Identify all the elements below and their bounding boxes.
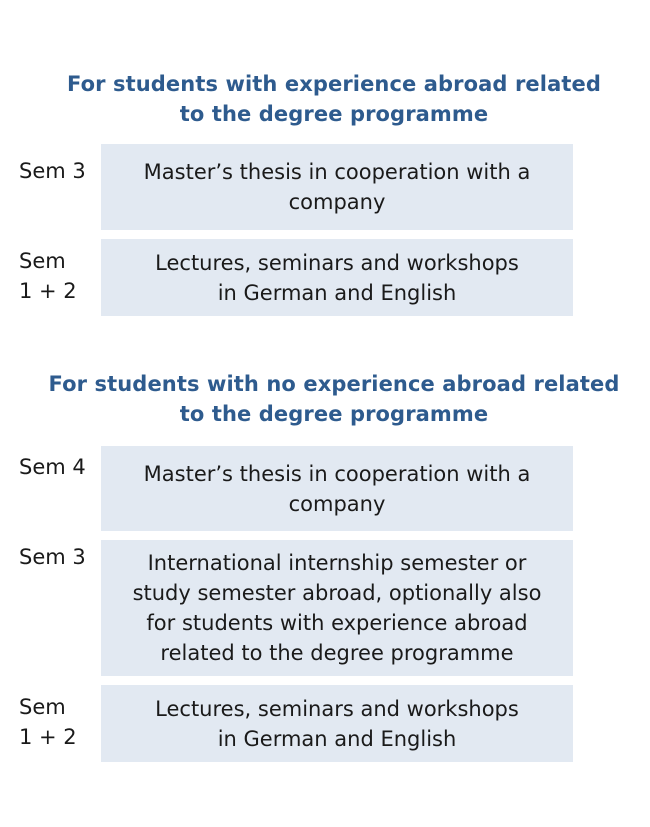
semester-box-text: Master’s thesis in cooperation with a company	[143, 160, 531, 214]
semester-box-internship	[101, 540, 573, 676]
semester-box-text: International internship semester or study semester abroad, optionally also for students with experience abroad related to the degree programme	[132, 551, 542, 665]
semester-label: Sem 4	[19, 455, 86, 479]
section-heading-with-experience: For students with experience abroad related to the degree programme	[67, 72, 601, 126]
semester-box-text: Lectures, seminars and workshops in German and English	[155, 250, 519, 305]
semester-box-lectures	[101, 685, 573, 762]
semester-box-thesis	[101, 446, 573, 531]
section-heading-no-experience: For students with no experience abroad related to the degree programme	[48, 372, 620, 426]
semester-label: Sem 1 + 2	[19, 695, 77, 749]
semester-box-thesis	[101, 144, 573, 230]
semester-label: Sem 1 + 2	[19, 249, 77, 303]
semester-box-text: Lectures, seminars and workshops in German and English	[155, 696, 519, 751]
semester-box-lectures	[101, 239, 573, 316]
semester-label: Sem 3	[19, 545, 86, 569]
semester-box-text: Master’s thesis in cooperation with a company	[143, 461, 531, 516]
semester-label: Sem 3	[19, 159, 86, 183]
